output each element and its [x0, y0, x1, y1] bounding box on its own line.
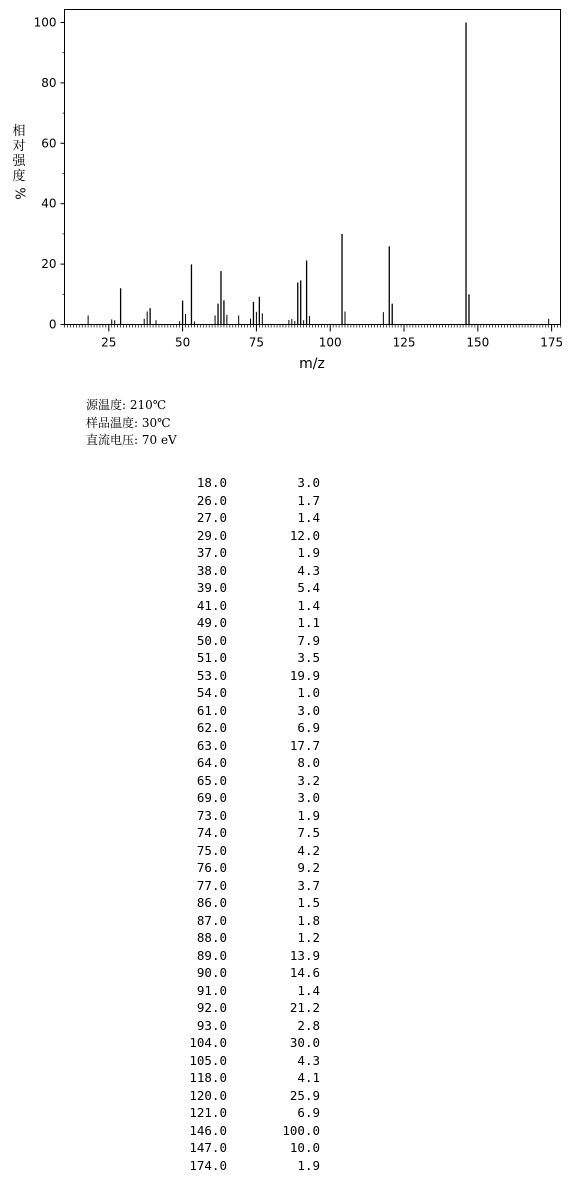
mz-value: 26.0: [196, 492, 227, 508]
mz-value: 39.0: [196, 580, 227, 595]
mz-value: 18.0: [196, 475, 227, 490]
abundance-value: 6.9: [297, 720, 320, 735]
mz-value: 61.0: [196, 702, 227, 718]
table-row: [160, 649, 360, 667]
table-row: [160, 912, 360, 930]
table-row: [160, 527, 360, 545]
mz-value: 49.0: [196, 615, 227, 630]
table-row: [160, 842, 360, 860]
x-tick-label: 75: [248, 335, 265, 350]
mz-value: 92.0: [196, 1000, 227, 1015]
table-row: [160, 1034, 360, 1052]
mz-value: 76.0: [196, 860, 227, 875]
measurement-conditions: [86, 397, 177, 450]
y-tick-label: 40: [41, 196, 57, 211]
x-tick-label: 25: [101, 335, 117, 350]
y-axis-label-char: 强: [12, 154, 26, 169]
table-row: [160, 632, 360, 650]
abundance-value: 1.4: [297, 982, 320, 998]
abundance-value: 3.0: [297, 790, 320, 805]
mz-value: 104.0: [189, 1035, 227, 1050]
mz-value: 90.0: [196, 965, 227, 980]
abundance-value: 1.9: [297, 545, 320, 560]
abundance-value: 25.9: [289, 1087, 320, 1103]
abundance-value: 1.0: [297, 685, 320, 700]
table-row: [160, 1017, 360, 1035]
table-row: [160, 877, 360, 895]
abundance-value: 2.8: [297, 1017, 320, 1033]
table-row: [160, 702, 360, 720]
table-row: [160, 1139, 360, 1157]
abundance-value: 3.0: [297, 702, 320, 718]
table-row: [160, 719, 360, 737]
table-row: [160, 597, 360, 615]
table-row: [160, 684, 360, 702]
mass-spectrum-chart: [0, 0, 570, 380]
mz-value: 75.0: [196, 842, 227, 858]
mz-value: 63.0: [196, 737, 227, 753]
y-axis-label-char: 度: [12, 169, 26, 184]
table-row: [160, 667, 360, 685]
plot-frame: [65, 10, 561, 325]
y-tick-label: 80: [41, 75, 57, 90]
mz-value: 120.0: [189, 1087, 227, 1103]
abundance-value: 3.0: [297, 475, 320, 490]
mz-value: 69.0: [196, 790, 227, 805]
mz-value: 88.0: [196, 930, 227, 945]
mz-value: 27.0: [196, 510, 227, 525]
abundance-value: 4.1: [297, 1070, 320, 1085]
mz-value: 38.0: [196, 562, 227, 578]
table-row: [160, 964, 360, 982]
table-row: [160, 492, 360, 510]
table-row: [160, 859, 360, 877]
abundance-value: 7.9: [297, 632, 320, 648]
x-tick-label: 50: [174, 335, 191, 350]
y-tick-label: 20: [41, 257, 57, 272]
mz-value: 174.0: [189, 1157, 227, 1173]
mz-value: 87.0: [196, 912, 227, 928]
mz-value: 41.0: [196, 597, 227, 613]
mz-value: 64.0: [196, 755, 227, 770]
mz-value: 121.0: [189, 1105, 227, 1120]
mz-value: 37.0: [196, 545, 227, 560]
abundance-value: 17.7: [289, 737, 320, 753]
table-row: [160, 1087, 360, 1105]
y-axis-label: [8, 124, 30, 201]
y-axis-unit: %: [11, 187, 27, 200]
mz-value: 50.0: [196, 632, 227, 648]
abundance-value: 1.5: [297, 895, 320, 910]
table-row: [160, 947, 360, 965]
abundance-value: 1.4: [297, 597, 320, 613]
mz-value: 53.0: [196, 667, 227, 683]
table-row: [160, 789, 360, 807]
table-row: [160, 614, 360, 632]
table-row: [160, 1157, 360, 1175]
mz-value: 91.0: [196, 982, 227, 998]
mz-value: 118.0: [189, 1070, 227, 1085]
abundance-value: 1.4: [297, 510, 320, 525]
abundance-value: 30.0: [289, 1035, 320, 1050]
x-tick-label: 175: [540, 335, 564, 350]
abundance-value: 13.9: [289, 947, 320, 963]
mz-value: 29.0: [196, 527, 227, 543]
abundance-value: 3.2: [297, 772, 320, 788]
mz-value: 146.0: [189, 1122, 227, 1138]
abundance-value: 3.7: [297, 877, 320, 893]
abundance-value: 4.2: [297, 842, 320, 858]
x-tick-label: 125: [392, 335, 416, 350]
table-row: [160, 1104, 360, 1122]
table-row: [160, 754, 360, 772]
abundance-value: 1.8: [297, 912, 320, 928]
mz-value: 105.0: [189, 1052, 227, 1068]
table-row: [160, 807, 360, 825]
y-axis-ticks: [34, 16, 65, 332]
mz-value: 147.0: [189, 1140, 227, 1155]
peak-table: [160, 474, 360, 1174]
abundance-value: 1.9: [297, 807, 320, 823]
x-axis-ticks: [101, 325, 563, 350]
table-row: [160, 894, 360, 912]
abundance-value: 5.4: [297, 580, 320, 595]
abundance-value: 8.0: [297, 755, 320, 770]
abundance-value: 10.0: [289, 1140, 320, 1155]
mz-value: 93.0: [196, 1017, 227, 1033]
mz-value: 89.0: [196, 947, 227, 963]
mz-value: 65.0: [196, 772, 227, 788]
source-temperature: 源温度: 210℃: [86, 398, 167, 412]
table-row: [160, 824, 360, 842]
abundance-value: 4.3: [297, 1052, 320, 1068]
abundance-value: 21.2: [289, 1000, 320, 1015]
abundance-value: 12.0: [289, 527, 320, 543]
abundance-value: 14.6: [289, 965, 320, 980]
sample-temperature: 样品温度: 30℃: [86, 415, 171, 430]
abundance-value: 6.9: [297, 1105, 320, 1120]
y-tick-label: 0: [48, 317, 57, 332]
abundance-value: 1.2: [297, 930, 320, 945]
mz-value: 86.0: [196, 895, 227, 910]
mz-value: 77.0: [196, 877, 227, 893]
abundance-value: 7.5: [297, 825, 320, 840]
abundance-value: 1.7: [297, 492, 320, 508]
table-row: [160, 772, 360, 790]
mz-value: 73.0: [196, 807, 227, 823]
spectrum-peaks: [88, 23, 549, 325]
y-axis-label-char: 对: [12, 139, 26, 154]
table-row: [160, 562, 360, 580]
x-axis-label: m/z: [299, 356, 325, 372]
table-row: [160, 999, 360, 1017]
table-row: [160, 509, 360, 527]
y-tick-label: 100: [33, 15, 57, 30]
dc-voltage: 直流电压: 70 eV: [86, 433, 177, 447]
abundance-value: 1.9: [297, 1157, 320, 1173]
table-row: [160, 1069, 360, 1087]
y-axis-label-char: 相: [12, 124, 26, 139]
table-row: [160, 982, 360, 1000]
abundance-value: 9.2: [297, 860, 320, 875]
table-row: [160, 579, 360, 597]
abundance-value: 3.5: [297, 650, 320, 665]
mz-value: 62.0: [196, 720, 227, 735]
table-row: [160, 737, 360, 755]
mz-value: 54.0: [196, 685, 227, 700]
table-row: [160, 929, 360, 947]
abundance-value: 4.3: [297, 562, 320, 578]
table-row: [160, 474, 360, 492]
x-tick-label: 100: [318, 335, 342, 350]
y-tick-label: 60: [41, 136, 57, 151]
table-row: [160, 1052, 360, 1070]
table-row: [160, 544, 360, 562]
mz-value: 74.0: [196, 825, 227, 840]
abundance-value: 19.9: [289, 667, 320, 683]
abundance-value: 1.1: [297, 615, 320, 630]
abundance-value: 100.0: [282, 1122, 320, 1138]
x-tick-label: 150: [466, 335, 490, 350]
table-row: [160, 1122, 360, 1140]
mz-value: 51.0: [196, 650, 227, 665]
